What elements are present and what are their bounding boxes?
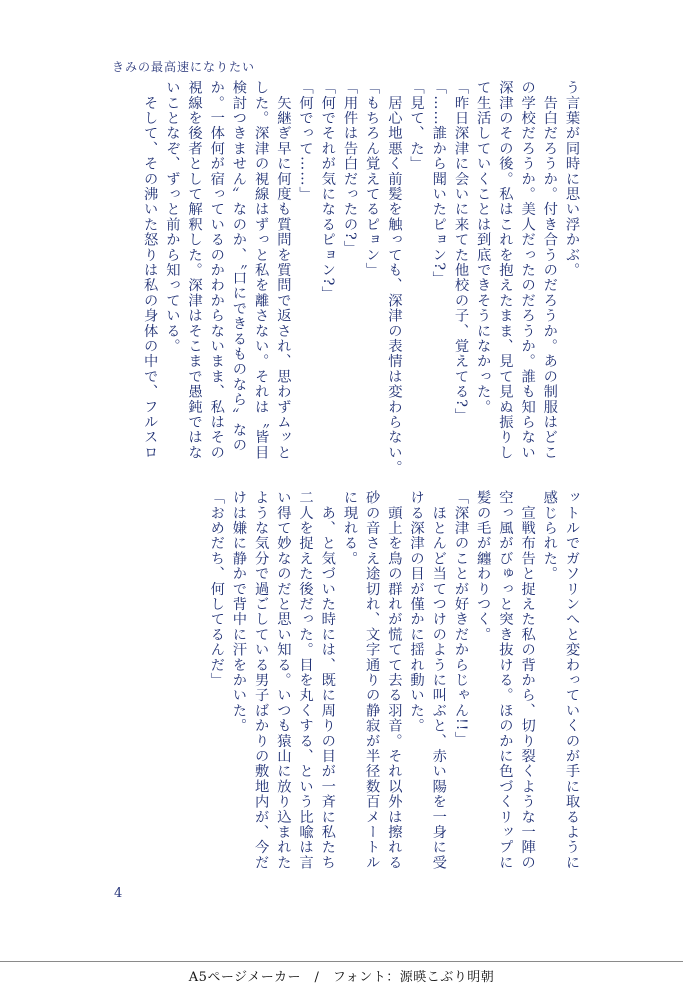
text-line: 「もちろん覚えてるピョン」 xyxy=(364,80,381,278)
text-line: に現れる。 xyxy=(341,490,358,566)
text-line: い得て妙なのだと思い知る。いつも猿山に放り込まれた xyxy=(275,490,292,870)
text-line: 矢継ぎ早に何度も質問を質問で返され、思わずムッと xyxy=(275,80,292,460)
text-line: 頭上を鳥の群れが慌てて去る羽音。それ以外は擦れる xyxy=(386,490,403,870)
text-line: う言葉が同時に思い浮かぶ。 xyxy=(564,80,580,278)
text-line: の学校だろうか。美人だったのだろうか。誰も知らない xyxy=(519,80,536,460)
text-line: そして、その沸いた怒りは私の身体の中で、フルスロ xyxy=(142,80,159,460)
text-line: ットルでガソリンへと変わっていくのが手に取るように xyxy=(564,490,580,870)
text-line: 「何でって……」 xyxy=(297,80,314,202)
text-line: 告白だろうか。付き合うのだろうか。あの制服はどこ xyxy=(541,80,558,460)
text-line: て生活していくことは到底できそうになかった。 xyxy=(475,80,492,415)
text-line: 深津のその後。私はこれを抱えたまま、見て見ぬ振りし xyxy=(497,80,514,460)
text-line: 「何でそれが気になるピョン?」 xyxy=(319,80,336,302)
text-line: した。深津の視線はずっと私を離さない。それは〝皆目 xyxy=(253,80,270,460)
running-title: きみの最高速になりたい xyxy=(112,60,256,74)
text-line: 「深津のことが好きだからじゃん!!」 xyxy=(452,490,469,747)
text-line: 視線を後者として解釈した。深津はそこまで愚鈍ではな xyxy=(186,80,203,460)
text-line: 感じられた。 xyxy=(541,490,558,582)
text-line: 検討つきません〟なのか、〝口にできるものなら〟なの xyxy=(230,80,247,453)
bottom-text-block xyxy=(101,490,583,890)
text-line: ける深津の目が僅かに揺れ動いた。 xyxy=(408,490,425,734)
text-line: いことなぞ、ずっと前から知っている。 xyxy=(164,80,181,354)
text-line: 髪の毛が纏わりつく。 xyxy=(475,490,492,642)
text-line: 「用件は告白だったの?」 xyxy=(341,80,358,256)
footer-divider xyxy=(0,961,683,962)
text-line: 「見て、た」 xyxy=(408,80,425,172)
text-line: 「昨日深津に会いに来てた他校の子、覚えてる?」 xyxy=(452,80,469,423)
text-line: ような気分で過ごしている男子ばかりの敷地内が、今だ xyxy=(253,490,270,870)
footer-credit: A5ページメーカー / フォント：源暎こぶり明朝 xyxy=(188,970,495,985)
top-text-block xyxy=(101,80,583,480)
text-line: 空っ風がびゅっと突き抜ける。ほのかに色づくリップに xyxy=(497,490,514,870)
text-line: か。一体何が宿っているのかわからないまま、私はその xyxy=(208,80,225,460)
text-line: 宣戦布告と捉えた私の背から、切り裂くような一陣の xyxy=(519,490,536,870)
text-line: 砂の音さえ途切れ、文字通りの静寂が半径数百メートル xyxy=(364,490,381,870)
text-line: 居心地悪く前髪を触っても、深津の表情は変わらない。 xyxy=(386,80,403,476)
text-line: ほとんど当てつけのように叫ぶと、赤い陽を一身に受 xyxy=(430,490,447,870)
text-line: あ、と気づいた時には、既に周りの目が一斉に私たち xyxy=(319,490,336,870)
text-line: けは嫌に静かで背中に汗をかいた。 xyxy=(230,490,247,734)
text-line: 二人を捉えた後だった。目を丸くする、という比喩は言 xyxy=(297,490,314,870)
page-number: 4 xyxy=(114,886,123,901)
text-line: 「……誰から聞いたピョン?」 xyxy=(430,80,447,287)
text-line: 「おめだち、何してるんだ」 xyxy=(208,490,225,688)
